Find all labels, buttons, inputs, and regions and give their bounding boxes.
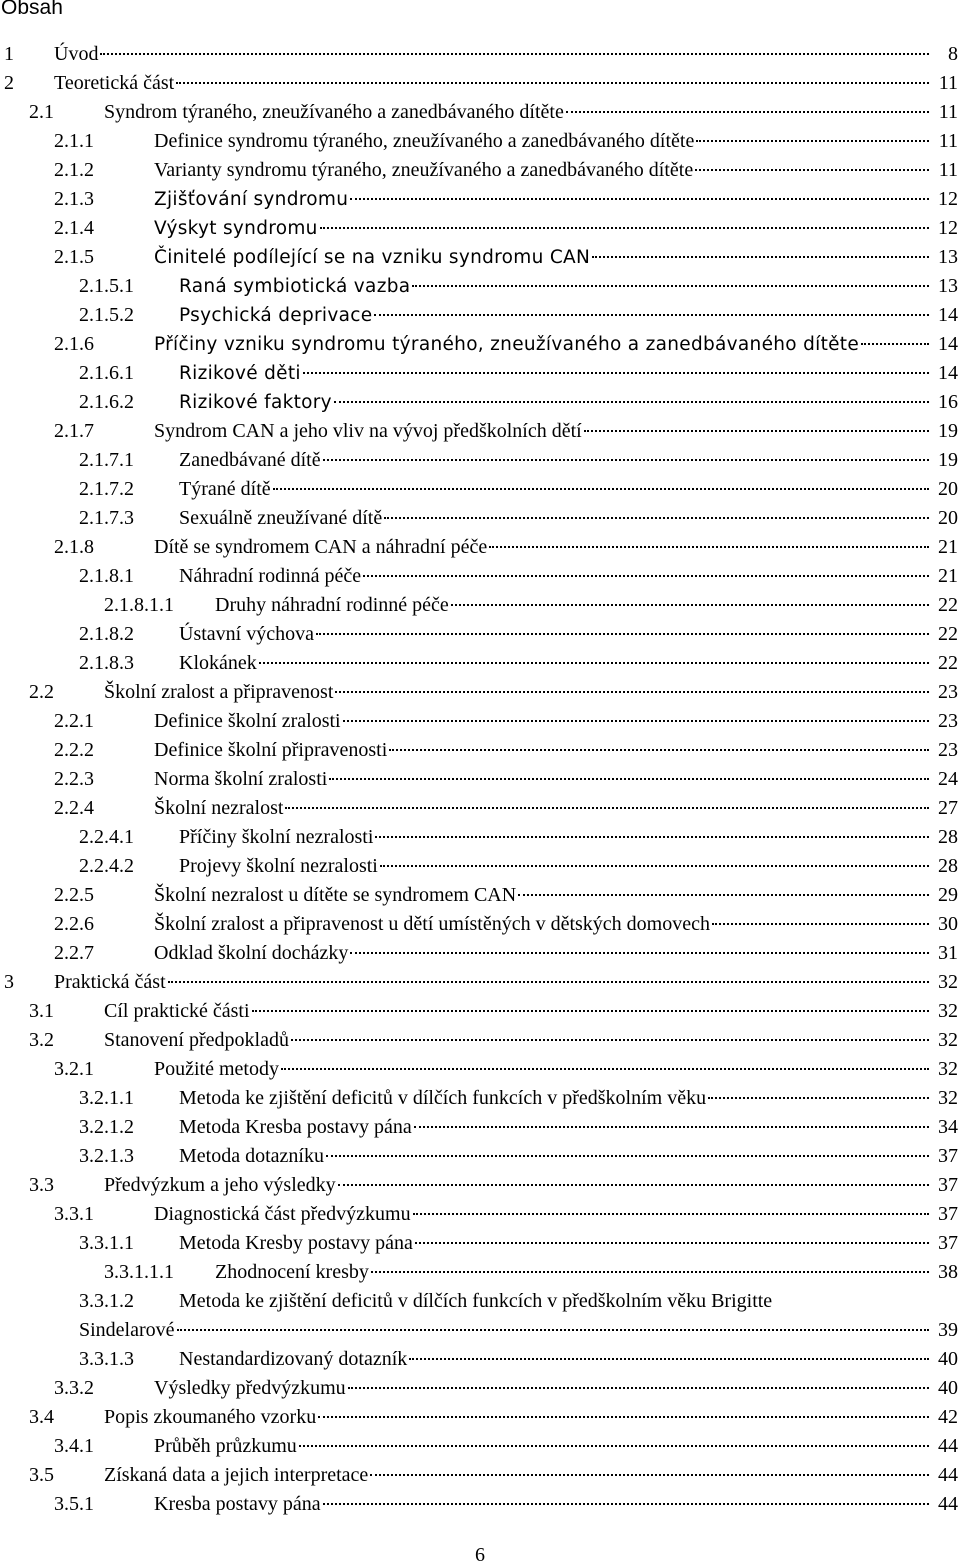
toc-entry[interactable] <box>0 620 960 649</box>
dot-leader <box>409 1358 929 1360</box>
toc-entry-title: Syndrom týraného, zneužívaného a zanedbávaného dítěte <box>104 101 564 123</box>
toc-entry[interactable] <box>0 156 960 185</box>
toc-entry[interactable] <box>0 330 960 359</box>
toc-entry-page: 28 <box>938 826 958 848</box>
toc-entry-page: 8 <box>948 43 958 65</box>
toc-entry-title: Sexuálně zneužívané dítě <box>179 507 383 529</box>
toc-entry-title: Psychická deprivace <box>179 305 373 326</box>
toc-entry-title: Rizikové faktory <box>179 392 332 413</box>
toc-entry-page: 22 <box>938 594 958 616</box>
toc-entry-number: 2.1.6 <box>54 333 94 355</box>
toc-entry-number: 2.2.2 <box>54 739 94 761</box>
dot-leader <box>329 778 929 780</box>
toc-entry-page: 42 <box>938 1406 958 1428</box>
toc-entry-number: 2.2.4.1 <box>79 826 134 848</box>
toc-entry-number: 2.2.7 <box>54 942 94 964</box>
toc-entry-title: Rizikové děti <box>179 363 301 384</box>
toc-entry-page: 13 <box>938 246 958 268</box>
toc-entry-number: 1 <box>4 43 14 65</box>
dot-leader <box>316 633 929 635</box>
toc-entry-number: 3.5.1 <box>54 1493 94 1515</box>
toc-entry[interactable] <box>0 881 960 910</box>
toc-entry-number: 2.2.3 <box>54 768 94 790</box>
toc-entry[interactable] <box>0 1345 960 1374</box>
toc-entry[interactable] <box>0 968 960 997</box>
toc-entry-page: 37 <box>938 1232 958 1254</box>
toc-entry-title: Metoda dotazníku <box>179 1145 324 1167</box>
toc-entry-title: Metoda ke zjištění deficitů v dílčích funkcích v předškolním věku Brigitte <box>179 1290 773 1312</box>
toc-entry[interactable] <box>0 823 960 852</box>
dot-leader <box>335 691 929 693</box>
dot-leader <box>318 1416 929 1418</box>
dot-leader <box>252 1010 929 1012</box>
toc-entry-page: 23 <box>938 710 958 732</box>
toc-entry-number: 3.3.1.2 <box>79 1290 134 1312</box>
dot-leader <box>861 343 929 345</box>
toc-entry-number: 2.1.5 <box>54 246 94 268</box>
toc-entry-title: Stanovení předpokladů <box>104 1029 289 1051</box>
toc-entry-number: 2 <box>4 72 14 94</box>
page-title: Obsah <box>1 0 63 19</box>
toc-entry-number: 2.2.1 <box>54 710 94 732</box>
toc-entry[interactable] <box>0 678 960 707</box>
toc-entry[interactable] <box>0 1113 960 1142</box>
toc-entry-page: 23 <box>938 681 958 703</box>
toc-entry-number: 2.1 <box>29 101 54 123</box>
dot-leader <box>566 111 929 113</box>
toc-entry-page: 32 <box>938 1029 958 1051</box>
toc-entry[interactable] <box>0 272 960 301</box>
toc-entry-title: Varianty syndromu týraného, zneužívaného a zanedbávaného dítěte <box>154 159 694 181</box>
toc-entry-title: Definice syndromu týraného, zneužívaného a zanedbávaného dítěte <box>154 130 695 152</box>
toc-entry-page: 20 <box>938 507 958 529</box>
toc-entry[interactable] <box>0 1142 960 1171</box>
toc-entry[interactable] <box>0 736 960 765</box>
toc-entry-page: 19 <box>938 449 958 471</box>
toc-entry-page: 31 <box>938 942 958 964</box>
toc-entry[interactable] <box>0 1258 960 1287</box>
toc-entry-page: 38 <box>938 1261 958 1283</box>
dot-leader <box>273 488 929 490</box>
toc-entry-page: 13 <box>938 275 958 297</box>
toc-entry-title: Druhy náhradní rodinné péče <box>215 594 449 616</box>
dot-leader <box>518 894 929 896</box>
toc-entry-number: 3 <box>4 971 14 993</box>
toc-entry-page: 14 <box>938 333 958 355</box>
toc-entry-page: 11 <box>938 130 958 152</box>
toc-entry-page: 22 <box>938 652 958 674</box>
toc-entry-title: Cíl praktické části <box>104 1000 250 1022</box>
toc-entry-title: Ústavní výchova <box>179 623 314 645</box>
dot-leader <box>299 1445 929 1447</box>
toc-entry-number: 3.5 <box>29 1464 54 1486</box>
dot-leader <box>326 1155 929 1157</box>
toc-entry-title: Dítě se syndromem CAN a náhradní péče <box>154 536 488 558</box>
toc-entry-title: Klokánek <box>179 652 257 674</box>
toc-entry-page: 40 <box>938 1348 958 1370</box>
toc-entry-title: Výsledky předvýzkumu <box>154 1377 346 1399</box>
toc-entry-page: 40 <box>938 1377 958 1399</box>
toc-entry-page: 37 <box>938 1203 958 1225</box>
toc-entry-title: Zjišťování syndromu <box>154 189 349 210</box>
dot-leader <box>334 401 929 403</box>
dot-leader <box>451 604 929 606</box>
toc-entry-page: 24 <box>938 768 958 790</box>
toc-entry-page: 21 <box>938 536 958 558</box>
dot-leader <box>320 227 929 229</box>
toc-entry[interactable] <box>0 1287 960 1345</box>
toc-entry-page: 29 <box>938 884 958 906</box>
page-number: 6 <box>475 1544 485 1566</box>
toc-entry[interactable] <box>0 591 960 620</box>
dot-leader <box>285 807 929 809</box>
toc-entry-title: Školní zralost a připravenost <box>104 681 334 703</box>
toc-entry-title: Zanedbávané dítě <box>179 449 321 471</box>
dot-leader <box>323 459 929 461</box>
toc-entry[interactable] <box>0 417 960 446</box>
toc-entry-title: Týrané dítě <box>179 478 271 500</box>
dot-leader <box>291 1039 929 1041</box>
toc-entry-title: Odklad školní docházky <box>154 942 349 964</box>
toc-entry-number: 3.2.1 <box>54 1058 94 1080</box>
toc-entry[interactable] <box>0 214 960 243</box>
toc-entry[interactable] <box>0 1374 960 1403</box>
toc-entry-title: Raná symbiotická vazba <box>179 276 411 297</box>
toc-entry[interactable] <box>0 1055 960 1084</box>
toc-entry-number: 2.1.7.3 <box>79 507 134 529</box>
toc-entry[interactable] <box>0 243 960 272</box>
toc-entry-page: 21 <box>938 565 958 587</box>
toc-entry-title: Zhodnocení kresby <box>215 1261 369 1283</box>
toc-entry[interactable] <box>0 852 960 881</box>
toc-entry-number: 2.2.4 <box>54 797 94 819</box>
toc-entry-title: Definice školní zralosti <box>154 710 341 732</box>
dot-leader <box>338 1184 929 1186</box>
dot-leader <box>303 372 929 374</box>
toc-entry[interactable] <box>0 997 960 1026</box>
toc-entry-number: 2.2.5 <box>54 884 94 906</box>
toc-entry-title: Náhradní rodinná péče <box>179 565 362 587</box>
toc-entry-title: Metoda Kresby postavy pána <box>179 1232 413 1254</box>
toc-entry-number: 3.3.2 <box>54 1377 94 1399</box>
toc-entry[interactable] <box>0 301 960 330</box>
toc-entry-page: 39 <box>938 1319 958 1341</box>
toc-entry-number: 2.1.8.2 <box>79 623 134 645</box>
toc-entry[interactable] <box>0 446 960 475</box>
toc-entry[interactable] <box>0 185 960 214</box>
toc-entry-number: 3.3.1.3 <box>79 1348 134 1370</box>
toc-entry[interactable] <box>0 910 960 939</box>
dot-leader <box>696 140 929 142</box>
toc-entry-number: 2.1.5.1 <box>79 275 134 297</box>
dot-leader <box>350 198 929 200</box>
toc-entry-title: Úvod <box>54 43 99 65</box>
toc-entry-number: 2.1.1 <box>54 130 94 152</box>
toc-entry-number: 3.3 <box>29 1174 54 1196</box>
toc-entry-number: 3.2.1.1 <box>79 1087 134 1109</box>
toc-entry-title: Činitelé podílející se na vzniku syndromu CAN <box>154 247 591 268</box>
toc-entry[interactable] <box>0 69 960 98</box>
toc-entry-page: 22 <box>938 623 958 645</box>
toc-entry-number: 3.1 <box>29 1000 54 1022</box>
dot-leader <box>708 1097 929 1099</box>
toc-entry-title: Diagnostická část předvýzkumu <box>154 1203 411 1225</box>
toc-entry[interactable] <box>0 1084 960 1113</box>
toc-entry-number: 3.2.1.2 <box>79 1116 134 1138</box>
toc-entry-number: 2.2 <box>29 681 54 703</box>
toc-entry[interactable] <box>0 649 960 678</box>
toc-entry-page: 20 <box>938 478 958 500</box>
toc-entry[interactable] <box>0 707 960 736</box>
toc-entry-page: 37 <box>938 1145 958 1167</box>
dot-leader <box>348 1387 929 1389</box>
toc-entry-title: Školní nezralost u dítěte se syndromem CAN <box>154 884 517 906</box>
toc-entry-title: Projevy školní nezralosti <box>179 855 378 877</box>
toc-entry-page: 14 <box>938 304 958 326</box>
toc-entry-page: 32 <box>938 1000 958 1022</box>
toc-entry-title: Použité metody <box>154 1058 279 1080</box>
toc-entry-number: 2.1.2 <box>54 159 94 181</box>
toc-entry-number: 2.1.4 <box>54 217 94 239</box>
toc-entry[interactable] <box>0 359 960 388</box>
toc-entry-number: 2.1.8.1 <box>79 565 134 587</box>
dot-leader <box>100 53 929 55</box>
toc-entry-page: 44 <box>938 1464 958 1486</box>
toc-entry-title: Norma školní zralosti <box>154 768 328 790</box>
toc-entry-page: 11 <box>938 72 958 94</box>
toc-entry-number: 3.4.1 <box>54 1435 94 1457</box>
toc-entry-title: Sindelarové <box>79 1319 175 1341</box>
dot-leader <box>592 256 929 258</box>
toc-entry-page: 12 <box>938 188 958 210</box>
toc-entry[interactable] <box>0 1229 960 1258</box>
toc-entry-page: 44 <box>938 1435 958 1457</box>
toc-entry[interactable] <box>0 1403 960 1432</box>
toc-entry-number: 3.3.1 <box>54 1203 94 1225</box>
toc-entry-title: Popis zkoumaného vzorku <box>104 1406 317 1428</box>
dot-leader <box>323 1503 929 1505</box>
dot-leader <box>695 169 929 171</box>
toc-entry[interactable] <box>0 939 960 968</box>
toc-entry[interactable] <box>0 794 960 823</box>
toc-entry-page: 28 <box>938 855 958 877</box>
toc-entry[interactable] <box>0 562 960 591</box>
toc-entry-page: 23 <box>938 739 958 761</box>
toc-entry[interactable] <box>0 388 960 417</box>
toc-entry-page: 27 <box>938 797 958 819</box>
toc-entry-title: Příčiny školní nezralosti <box>179 826 374 848</box>
toc-entry-title: Syndrom CAN a jeho vliv na vývoj předškolních dětí <box>154 420 582 442</box>
toc-entry-page: 11 <box>938 101 958 123</box>
dot-leader <box>177 1329 929 1331</box>
dot-leader <box>374 314 929 316</box>
toc-entry-page: 44 <box>938 1493 958 1515</box>
toc-entry[interactable] <box>0 475 960 504</box>
dot-leader <box>384 517 929 519</box>
dot-leader <box>363 575 929 577</box>
dot-leader <box>584 430 929 432</box>
toc-entry-page: 12 <box>938 217 958 239</box>
dot-leader <box>414 1126 929 1128</box>
dot-leader <box>415 1242 929 1244</box>
dot-leader <box>375 836 929 838</box>
dot-leader <box>350 952 929 954</box>
toc-entry-title: Výskyt syndromu <box>154 218 318 239</box>
toc-entry-title: Předvýzkum a jeho výsledky <box>104 1174 336 1196</box>
toc-entry-title: Metoda Kresba postavy pána <box>179 1116 412 1138</box>
toc-entry-number: 3.4 <box>29 1406 54 1428</box>
toc-entry[interactable] <box>0 1432 960 1461</box>
toc-entry-number: 2.1.8.3 <box>79 652 134 674</box>
dot-leader <box>281 1068 929 1070</box>
toc-entry-number: 3.2.1.3 <box>79 1145 134 1167</box>
toc-entry-number: 2.1.7 <box>54 420 94 442</box>
toc-entry-number: 2.1.7.2 <box>79 478 134 500</box>
toc-entry[interactable] <box>0 765 960 794</box>
dot-leader <box>343 720 929 722</box>
toc-entry[interactable] <box>0 1171 960 1200</box>
toc-entry-page: 37 <box>938 1174 958 1196</box>
toc-entry[interactable] <box>0 127 960 156</box>
toc-entry-title: Příčiny vzniku syndromu týraného, zneužívaného a zanedbávaného dítěte <box>154 334 860 355</box>
toc-entry[interactable] <box>0 1490 960 1519</box>
toc-entry[interactable] <box>0 1200 960 1229</box>
toc-entry-page: 34 <box>938 1116 958 1138</box>
toc-entry-page: 32 <box>938 971 958 993</box>
toc-entry-number: 3.3.1.1.1 <box>104 1261 174 1283</box>
dot-leader <box>712 923 929 925</box>
toc-entry-title: Školní zralost a připravenost u dětí umístěných v dětských domovech <box>154 913 710 935</box>
table-of-contents <box>0 40 960 1519</box>
toc-entry-number: 2.1.6.1 <box>79 362 134 384</box>
toc-entry-title: Metoda ke zjištění deficitů v dílčích funkcích v předškolním věku <box>179 1087 707 1109</box>
dot-leader <box>371 1271 929 1273</box>
dot-leader <box>380 865 929 867</box>
toc-entry-page: 32 <box>938 1058 958 1080</box>
toc-entry-number: 3.3.1.1 <box>79 1232 134 1254</box>
toc-entry[interactable] <box>0 1026 960 1055</box>
dot-leader <box>389 749 929 751</box>
dot-leader <box>168 981 929 983</box>
toc-entry[interactable] <box>0 40 960 69</box>
toc-entry-title: Kresba postavy pána <box>154 1493 321 1515</box>
toc-entry-number: 2.1.5.2 <box>79 304 134 326</box>
toc-entry[interactable] <box>0 504 960 533</box>
toc-entry-title: Nestandardizovaný dotazník <box>179 1348 408 1370</box>
toc-entry-number: 2.1.7.1 <box>79 449 134 471</box>
toc-entry-number: 2.2.4.2 <box>79 855 134 877</box>
toc-entry-title: Definice školní připravenosti <box>154 739 388 761</box>
dot-leader <box>370 1474 929 1476</box>
toc-entry-number: 2.1.8.1.1 <box>104 594 174 616</box>
toc-entry-number: 2.1.8 <box>54 536 94 558</box>
toc-entry-page: 16 <box>938 391 958 413</box>
toc-entry-title: Teoretická část <box>54 72 175 94</box>
toc-entry[interactable] <box>0 98 960 127</box>
toc-entry-title: Průběh průzkumu <box>154 1435 297 1457</box>
toc-entry-page: 30 <box>938 913 958 935</box>
toc-entry[interactable] <box>0 1461 960 1490</box>
toc-entry-title: Získaná data a jejich interpretace <box>104 1464 369 1486</box>
dot-leader <box>176 82 929 84</box>
toc-entry-page: 11 <box>938 159 958 181</box>
toc-entry-number: 2.1.6.2 <box>79 391 134 413</box>
toc-entry-number: 2.1.3 <box>54 188 94 210</box>
toc-entry-title: Školní nezralost <box>154 797 284 819</box>
toc-entry-number: 2.2.6 <box>54 913 94 935</box>
dot-leader <box>413 1213 929 1215</box>
toc-entry-title: Praktická část <box>54 971 166 993</box>
toc-entry[interactable] <box>0 533 960 562</box>
dot-leader <box>412 285 929 287</box>
dot-leader <box>489 546 929 548</box>
toc-entry-number: 3.2 <box>29 1029 54 1051</box>
toc-entry-page: 14 <box>938 362 958 384</box>
dot-leader <box>259 662 929 664</box>
toc-entry-page: 19 <box>938 420 958 442</box>
toc-entry-page: 32 <box>938 1087 958 1109</box>
